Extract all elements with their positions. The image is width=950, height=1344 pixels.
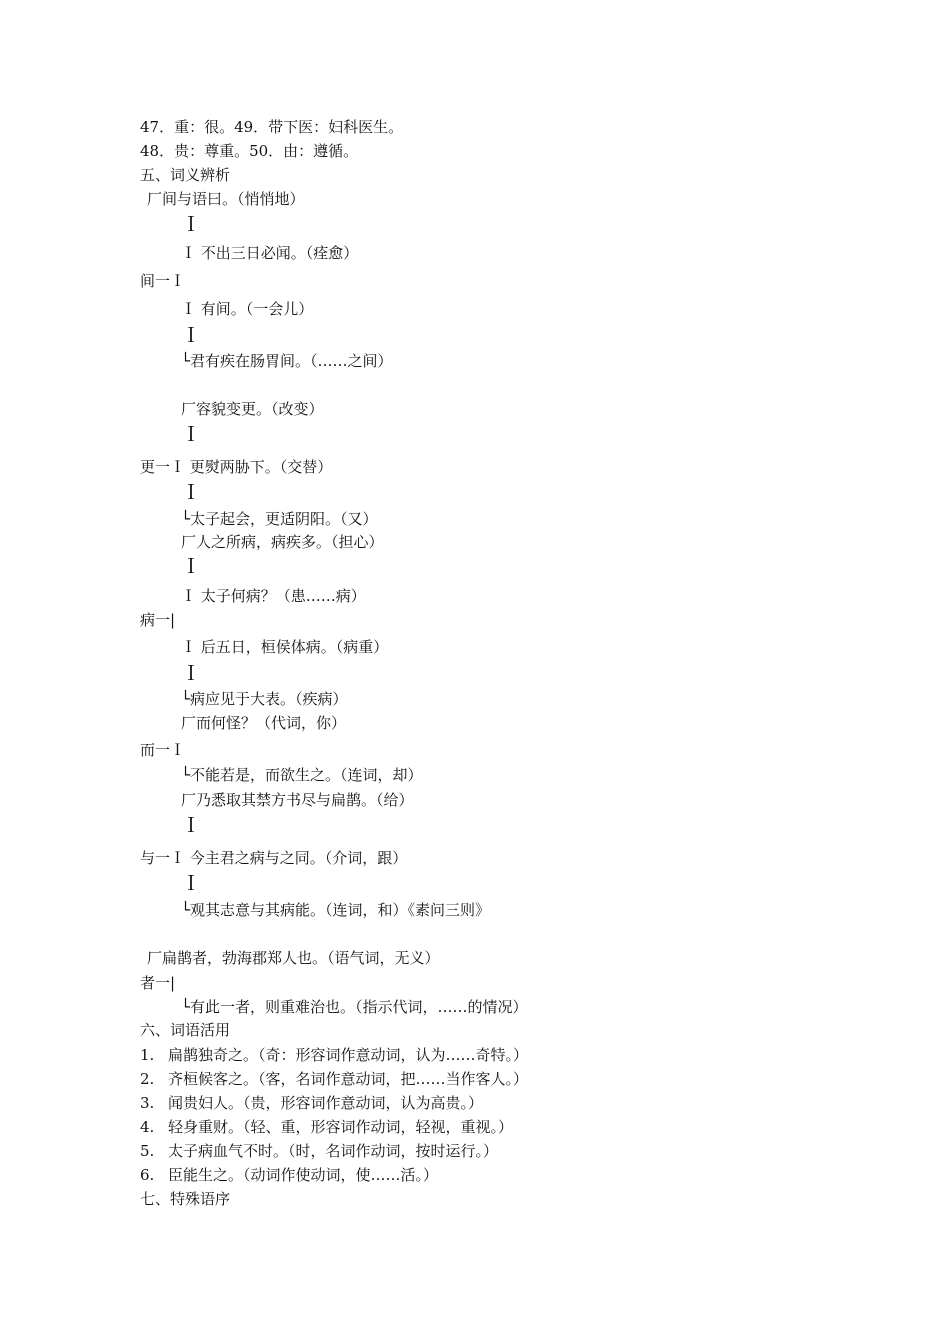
list-item: 闻贵妇人。（贵，形容词作意动词，认为高贵。） <box>168 1094 484 1112</box>
list-number: 2. <box>140 1070 155 1088</box>
bracket-bar: Ｉ <box>181 661 201 685</box>
list-number: 1. <box>140 1046 155 1064</box>
list-item: 臣能生之。（动词作使动词，使……活。） <box>168 1166 439 1184</box>
bracket-line: └有此一者，则重难治也。（指示代词，……的情况） <box>181 998 528 1016</box>
bracket-line: 厂乃悉取其禁方书尽与扁鹊。（给） <box>181 791 414 809</box>
section-heading: 六、词语活用 <box>140 1021 231 1039</box>
list-number: 3. <box>140 1094 155 1112</box>
note-line: 47．重：很。49．带下医：妇科医生。 <box>140 118 404 136</box>
bracket-line: 厂容貌变更。（改变） <box>181 400 324 418</box>
bracket-bar: Ｉ <box>181 813 201 837</box>
bracket-line: └病应见于大表。（疾病） <box>181 690 348 708</box>
list-number: 4. <box>140 1118 155 1136</box>
bracket-bar: Ｉ <box>181 323 201 347</box>
bracket-bar: Ｉ <box>181 422 201 446</box>
bracket-line: Ｉ 太子何病？（患……病） <box>181 587 366 605</box>
section-heading: 七、特殊语序 <box>140 1190 231 1208</box>
bracket-line: 厂而何怪？（代词，你） <box>181 714 347 732</box>
bracket-line: Ｉ 有间。（一会儿） <box>181 300 314 318</box>
note-line: 48．贵：尊重。50．由：遵循。 <box>140 142 359 160</box>
bracket-bar: Ｉ <box>181 212 201 236</box>
bracket-head: 病一| <box>140 611 176 629</box>
list-item: 轻身重财。（轻、重，形容词作动词，轻视，重视。） <box>168 1118 514 1136</box>
list-item: 齐桓候客之。（客，名词作意动词，把……当作客人。） <box>168 1070 529 1088</box>
bracket-head: 间一Ｉ <box>140 272 186 290</box>
bracket-bar: Ｉ <box>181 480 201 504</box>
bracket-line: Ｉ 后五日，桓侯体病。（病重） <box>181 638 389 656</box>
bracket-line: 厂人之所病，病疾多。（担心） <box>181 533 384 551</box>
bracket-line: 厂间与语曰。（悄悄地） <box>147 190 305 208</box>
section-heading: 五、词义辨析 <box>140 166 231 184</box>
list-number: 5. <box>140 1142 155 1160</box>
list-item: 扁鹊独奇之。（奇：形容词作意动词，认为……奇特。） <box>168 1046 529 1064</box>
bracket-head: 者一| <box>140 974 176 992</box>
bracket-line: └君有疾在肠胃间。（……之间） <box>181 352 393 370</box>
bracket-line: └不能若是，而欲生之。（连词，却） <box>181 766 423 784</box>
list-item: 太子病血气不时。（时，名词作动词，按时运行。） <box>168 1142 499 1160</box>
list-number: 6. <box>140 1166 155 1184</box>
bracket-bar: Ｉ <box>181 554 201 578</box>
bracket-head: 而一Ｉ <box>140 741 186 759</box>
bracket-line: └观其志意与其病能。（连词，和）《素问三则》 <box>181 901 491 919</box>
bracket-line: └太子起会，更适阴阳。（又） <box>181 510 378 528</box>
bracket-line: Ｉ 不出三日必闻。（痊愈） <box>181 244 359 262</box>
bracket-bar: Ｉ <box>181 871 201 895</box>
bracket-line: 厂扁鹊者，勃海郡郑人也。（语气词，无义） <box>147 949 440 967</box>
bracket-head: 与一Ｉ 今主君之病与之同。（介词，跟） <box>140 849 408 867</box>
bracket-head: 更一Ｉ 更熨两胁下。（交替） <box>140 458 333 476</box>
